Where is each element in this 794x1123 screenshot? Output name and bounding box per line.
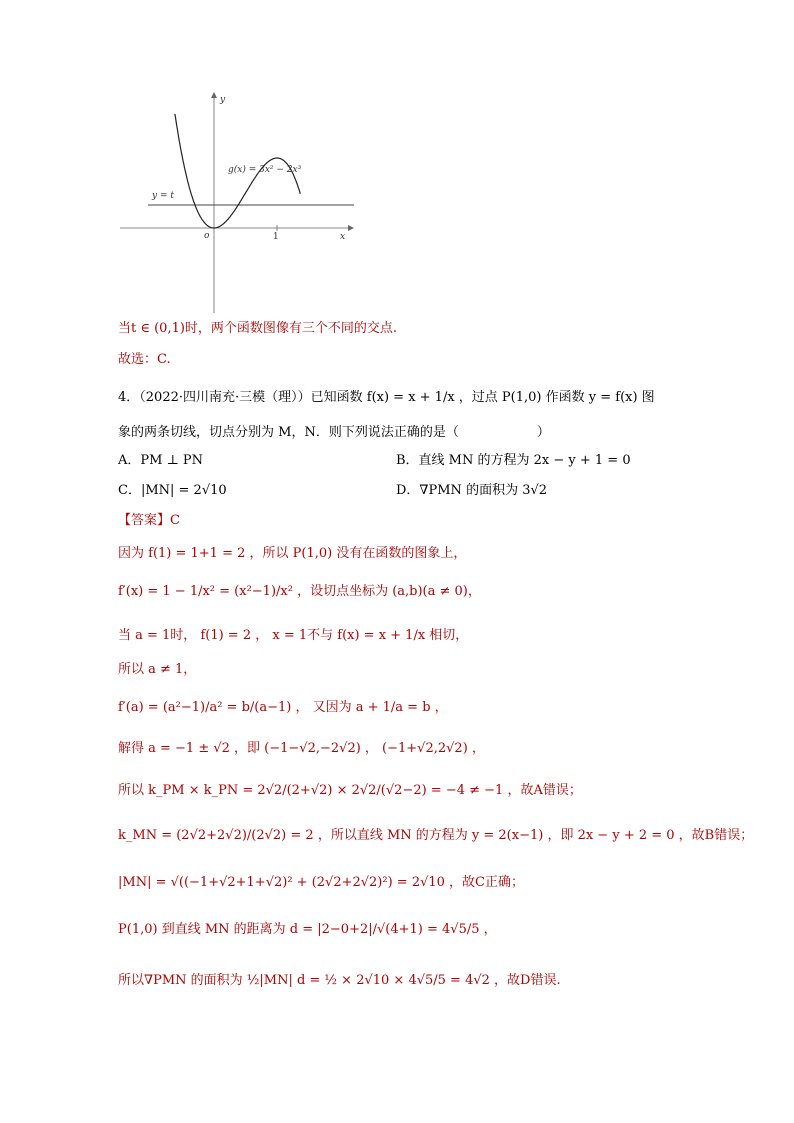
origin-label: o xyxy=(204,231,210,241)
line-label: y = t xyxy=(152,191,174,201)
option-c: C．|MN| = 2√10 xyxy=(118,483,227,498)
y-axis-arrow xyxy=(211,92,217,98)
option-a: A．PM ⊥ PN xyxy=(118,453,204,468)
option-d: D．∇PMN 的面积为 3√2 xyxy=(396,483,548,498)
graph-svg xyxy=(110,88,360,318)
solution-line-3: 当 a = 1时， f(1) = 2 ， x = 1不与 f(x) = x + 1/x 相切， xyxy=(118,628,469,643)
question-4-line-2: 象的两条切线，切点分别为 M，N．则下列说法正确的是（ ） xyxy=(118,425,550,440)
solution-line-1: 因为 f(1) = 1+1 = 2 ，所以 P(1,0) 没有在函数的图象上， xyxy=(118,546,467,561)
question-4-line-1: 4．（2022·四川南充·三模（理））已知函数 f(x) = x + 1/x ，过点 P(1,0) 作函数 y = f(x) 图 xyxy=(118,390,655,405)
text-line-2: 故选：C. xyxy=(118,352,171,367)
solution-line-4: 所以 a ≠ 1， xyxy=(118,662,197,677)
curve-label: g(x) = 3x² − 2x³ xyxy=(228,165,302,175)
solution-line-2: f′(x) = 1 − 1/x² = (x²−1)/x² ，设切点坐标为 (a,b)(a ≠ 0)， xyxy=(118,584,481,599)
solution-line-9: |MN| = √((−1+√2+1+√2)² + (2√2+2√2)²) = 2√10 ，故C正确； xyxy=(118,875,524,890)
solution-line-10: P(1,0) 到直线 MN 的距离为 d = |2−0+2|/√(4+1) = 4√5/5 ， xyxy=(118,922,497,937)
tick-one-label: 1 xyxy=(273,232,279,242)
x-axis-label: x xyxy=(340,232,346,242)
solution-line-6: 解得 a = −1 ± √2 ，即 (−1−√2,−2√2) ， (−1+√2,2√2) ， xyxy=(118,741,485,756)
answer-label: 【答案】C xyxy=(118,513,180,528)
solution-line-11: 所以∇PMN 的面积为 ½|MN| d = ½ × 2√10 × 4√5/5 = 4√2 ，故D错误. xyxy=(118,973,561,988)
option-b: B．直线 MN 的方程为 2x − y + 1 = 0 xyxy=(396,453,631,468)
text-line-1: 当t ∈ (0,1)时，两个函数图像有三个不同的交点. xyxy=(118,321,398,336)
solution-line-7: 所以 k_PM × k_PN = 2√2/(2+√2) × 2√2/(√2−2) = −4 ≠ −1 ，故A错误； xyxy=(118,783,582,798)
y-axis-label: y xyxy=(220,95,226,105)
x-axis-arrow xyxy=(348,225,354,231)
function-graph xyxy=(110,88,360,318)
solution-line-5: f′(a) = (a²−1)/a² = b/(a−1) ， 又因为 a + 1/a = b ， xyxy=(118,700,448,715)
solution-line-8: k_MN = (2√2+2√2)/(2√2) = 2 ，所以直线 MN 的方程为 y = 2(x−1) ，即 2x − y + 2 = 0 ，故B错误； xyxy=(118,828,754,843)
